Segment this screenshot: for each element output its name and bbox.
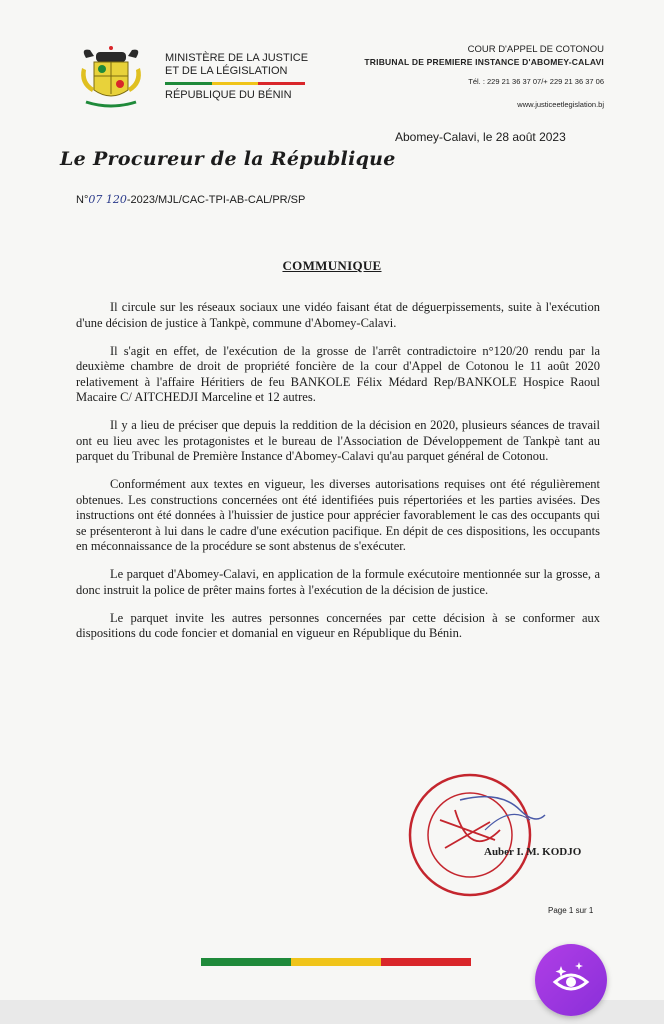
paragraph: Il y a lieu de préciser que depuis la reddition de la décision en 2020, plusieurs séances de travail ont eu lieu avec les protagonistes et le bureau de l'Association de Développement de Tankpè tant au parquet du Tribunal de Première Instance d'Abomey-Calavi qu'au parquet général de Cotonou. (76, 418, 600, 463)
reference-handwritten-number: 07 120 (88, 193, 127, 206)
flag-stripe (165, 82, 305, 85)
paragraph: Le parquet invite les autres personnes concernées par cette décision à se conformer aux dispositions du code foncier et domanial en vigueur en République du Bénin. (76, 610, 600, 640)
paragraph: Il circule sur les réseaux sociaux une vidéo faisant état de déguerpissements, suite à l'exécution d'une décision de justice à Tankpè, commune d'Abomey-Calavi. (76, 300, 600, 330)
court-line-1: COUR D'APPEL DE COTONOU (467, 44, 604, 55)
ministry-block (165, 52, 308, 102)
eye-sparkle-icon (535, 944, 607, 1016)
republic-label: RÉPUBLIQUE DU BÉNIN (165, 89, 292, 101)
website-line: www.justiceetlegislation.bj (517, 100, 604, 109)
court-line-2: TRIBUNAL DE PREMIERE INSTANCE D'ABOMEY-CALAVI (364, 57, 604, 67)
date-line: Abomey-Calavi, le 28 août 2023 (395, 130, 566, 144)
footer-flag-stripe (201, 958, 471, 966)
paragraph: Conformément aux textes en vigueur, les diverses autorisations requises ont été régulièrement obtenues. Les constructions concernées ont été identifiées puis répertoriées et les parties avisées. Des instructions ont été données à l'huissier de justice pour apprécier favorablement le cas des occupants qui se présenteront à lui dans le cadre d'une exécution pacifique. En dépit de ces dispositions, les occupants en méconnaissance de la procédure se sont abstenus de s'exécuter. (76, 477, 600, 553)
paragraph: Il s'agit en effet, de l'exécution de la grosse de l'arrêt contradictoire n°120/20 rendu par la deuxième chambre de droit de propriété foncière de la cour d'Appel de Cotonou le 11 août 2020 relativement à l'affaire Héritiers de feu BANKOLE Félix Médard Rep/BANKOLE Hospice Raoul Macaire C/ AITCHEDJI Marceline et 12 autres. (76, 343, 600, 404)
phone-line: Tél. : 229 21 36 37 07/+ 229 21 36 37 06 (468, 77, 604, 86)
procureur-heading: Le Procureur de la République (60, 148, 396, 170)
court-block (364, 44, 604, 109)
reference-suffix: -2023/MJL/CAC-TPI-AB-CAL/PR/SP (126, 194, 306, 206)
official-stamp (400, 770, 550, 900)
ministry-line-1: MINISTÈRE DE LA JUSTICE (165, 52, 309, 64)
page-number: Page 1 sur 1 (548, 906, 594, 915)
paragraph: Le parquet d'Abomey-Calavi, en application de la formule exécutoire mentionnée sur la grosse, a donc instruit la police de prêter mains fortes à l'exécution de la décision de justice. (76, 567, 600, 597)
lens-fab-button[interactable] (535, 944, 607, 1016)
signatory-name: Auber I. M. KODJO (484, 846, 582, 858)
ministry-line-2: ET DE LA LÉGISLATION (165, 65, 288, 77)
reference-number (76, 193, 305, 206)
reference-prefix: N° (76, 194, 89, 206)
coat-of-arms-logo (76, 44, 146, 114)
document-body (76, 300, 600, 654)
document-title: COMMUNIQUE (282, 258, 382, 273)
